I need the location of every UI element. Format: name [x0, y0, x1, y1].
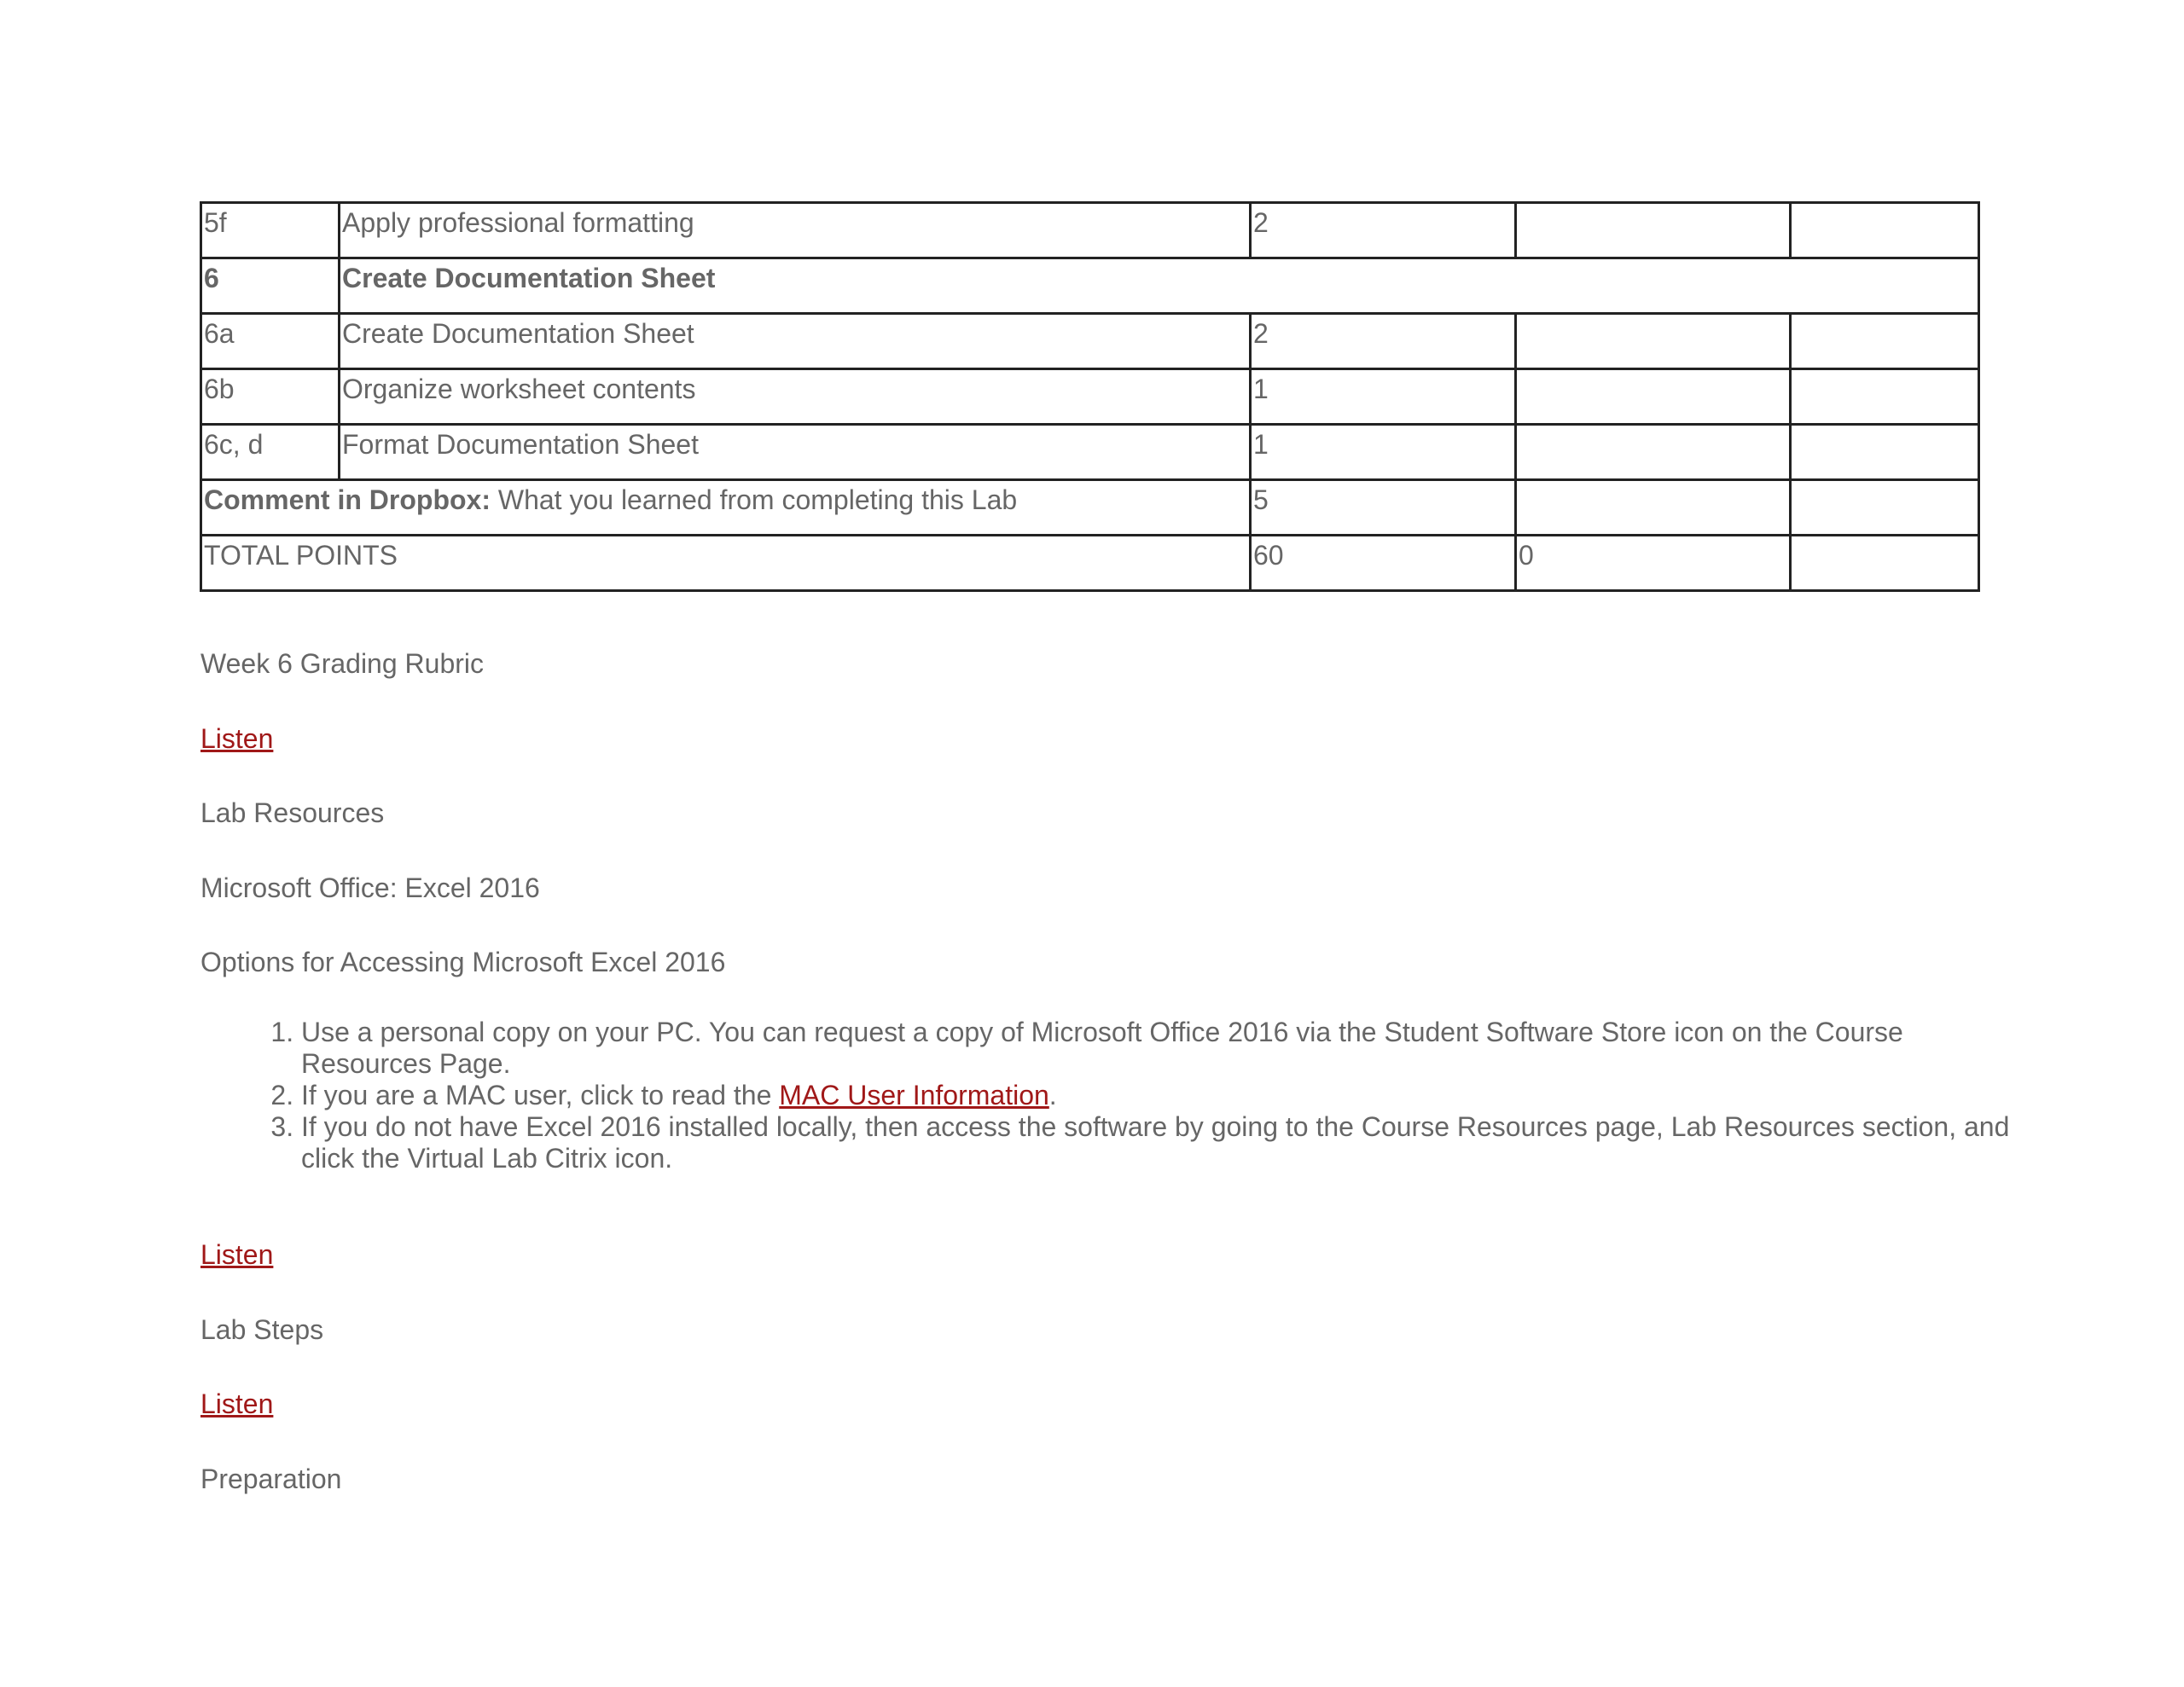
lab-resources-heading: Lab Resources [200, 797, 385, 828]
row-score [1516, 425, 1791, 480]
total-label: TOTAL POINTS [201, 536, 1251, 591]
list-item [301, 1080, 2018, 1111]
row-points: 2 [1251, 203, 1516, 258]
section-id: 6 [201, 258, 340, 314]
list-item [301, 1111, 2018, 1174]
row-points: 1 [1251, 425, 1516, 480]
total-points: 60 [1251, 536, 1516, 591]
section-title: Create Documentation Sheet [340, 258, 1979, 314]
list-item [301, 1017, 2018, 1080]
options-heading: Options for Accessing Microsoft Excel 2016 [200, 947, 726, 977]
table-row-total [201, 536, 1979, 591]
option-2-after: . [1048, 1080, 1057, 1110]
listen-link-1-text[interactable]: Listen [200, 723, 274, 754]
total-score: 0 [1516, 536, 1791, 591]
comment-label-rest: What you learned from completing this Lab [490, 484, 1018, 515]
row-score [1516, 203, 1791, 258]
total-comments [1791, 536, 1979, 591]
comment-score [1516, 480, 1791, 536]
comment-points: 5 [1251, 480, 1516, 536]
comment-label [201, 480, 1251, 536]
preparation-heading: Preparation [200, 1464, 342, 1494]
rubric-caption: Week 6 Grading Rubric [200, 648, 484, 679]
lab-steps-heading: Lab Steps [200, 1314, 324, 1345]
row-comments [1791, 369, 1979, 425]
table-row [201, 203, 1979, 258]
listen-link-1[interactable] [200, 722, 273, 755]
table-row-section [201, 258, 1979, 314]
row-score [1516, 314, 1791, 369]
option-2-before: If you are a MAC user, click to read the [301, 1080, 780, 1110]
table-row [201, 314, 1979, 369]
listen-link-3[interactable] [200, 1388, 273, 1420]
row-id: 6a [201, 314, 340, 369]
listen-link-2[interactable] [200, 1238, 273, 1271]
row-comments [1791, 203, 1979, 258]
table-row-comment [201, 480, 1979, 536]
row-id: 6c, d [201, 425, 340, 480]
mac-user-information-link[interactable]: MAC User Information [779, 1080, 1049, 1110]
grading-rubric-table [200, 201, 1980, 592]
comment-comments [1791, 480, 1979, 536]
row-score [1516, 369, 1791, 425]
option-1-text: Use a personal copy on your PC. You can request a copy of Microsoft Office 2016 via the Student Software Store icon on the Course Resources Page. [301, 1017, 1903, 1079]
row-id: 6b [201, 369, 340, 425]
row-points: 1 [1251, 369, 1516, 425]
comment-label-bold: Comment in Dropbox: [204, 484, 491, 515]
listen-link-2-text[interactable]: Listen [200, 1239, 274, 1270]
row-task: Create Documentation Sheet [340, 314, 1251, 369]
row-task: Apply professional formatting [340, 203, 1251, 258]
table-row [201, 369, 1979, 425]
row-comments [1791, 425, 1979, 480]
row-id: 5f [201, 203, 340, 258]
row-task: Format Documentation Sheet [340, 425, 1251, 480]
row-task: Organize worksheet contents [340, 369, 1251, 425]
options-list [200, 1017, 2018, 1174]
listen-link-3-text[interactable]: Listen [200, 1388, 274, 1419]
option-3-text: If you do not have Excel 2016 installed locally, then access the software by going to the Course Resources page, Lab Resources section, and click the Virtual Lab Citrix icon. [301, 1111, 2010, 1174]
row-comments [1791, 314, 1979, 369]
table-row [201, 425, 1979, 480]
row-points: 2 [1251, 314, 1516, 369]
ms-office-text: Microsoft Office: Excel 2016 [200, 872, 540, 903]
